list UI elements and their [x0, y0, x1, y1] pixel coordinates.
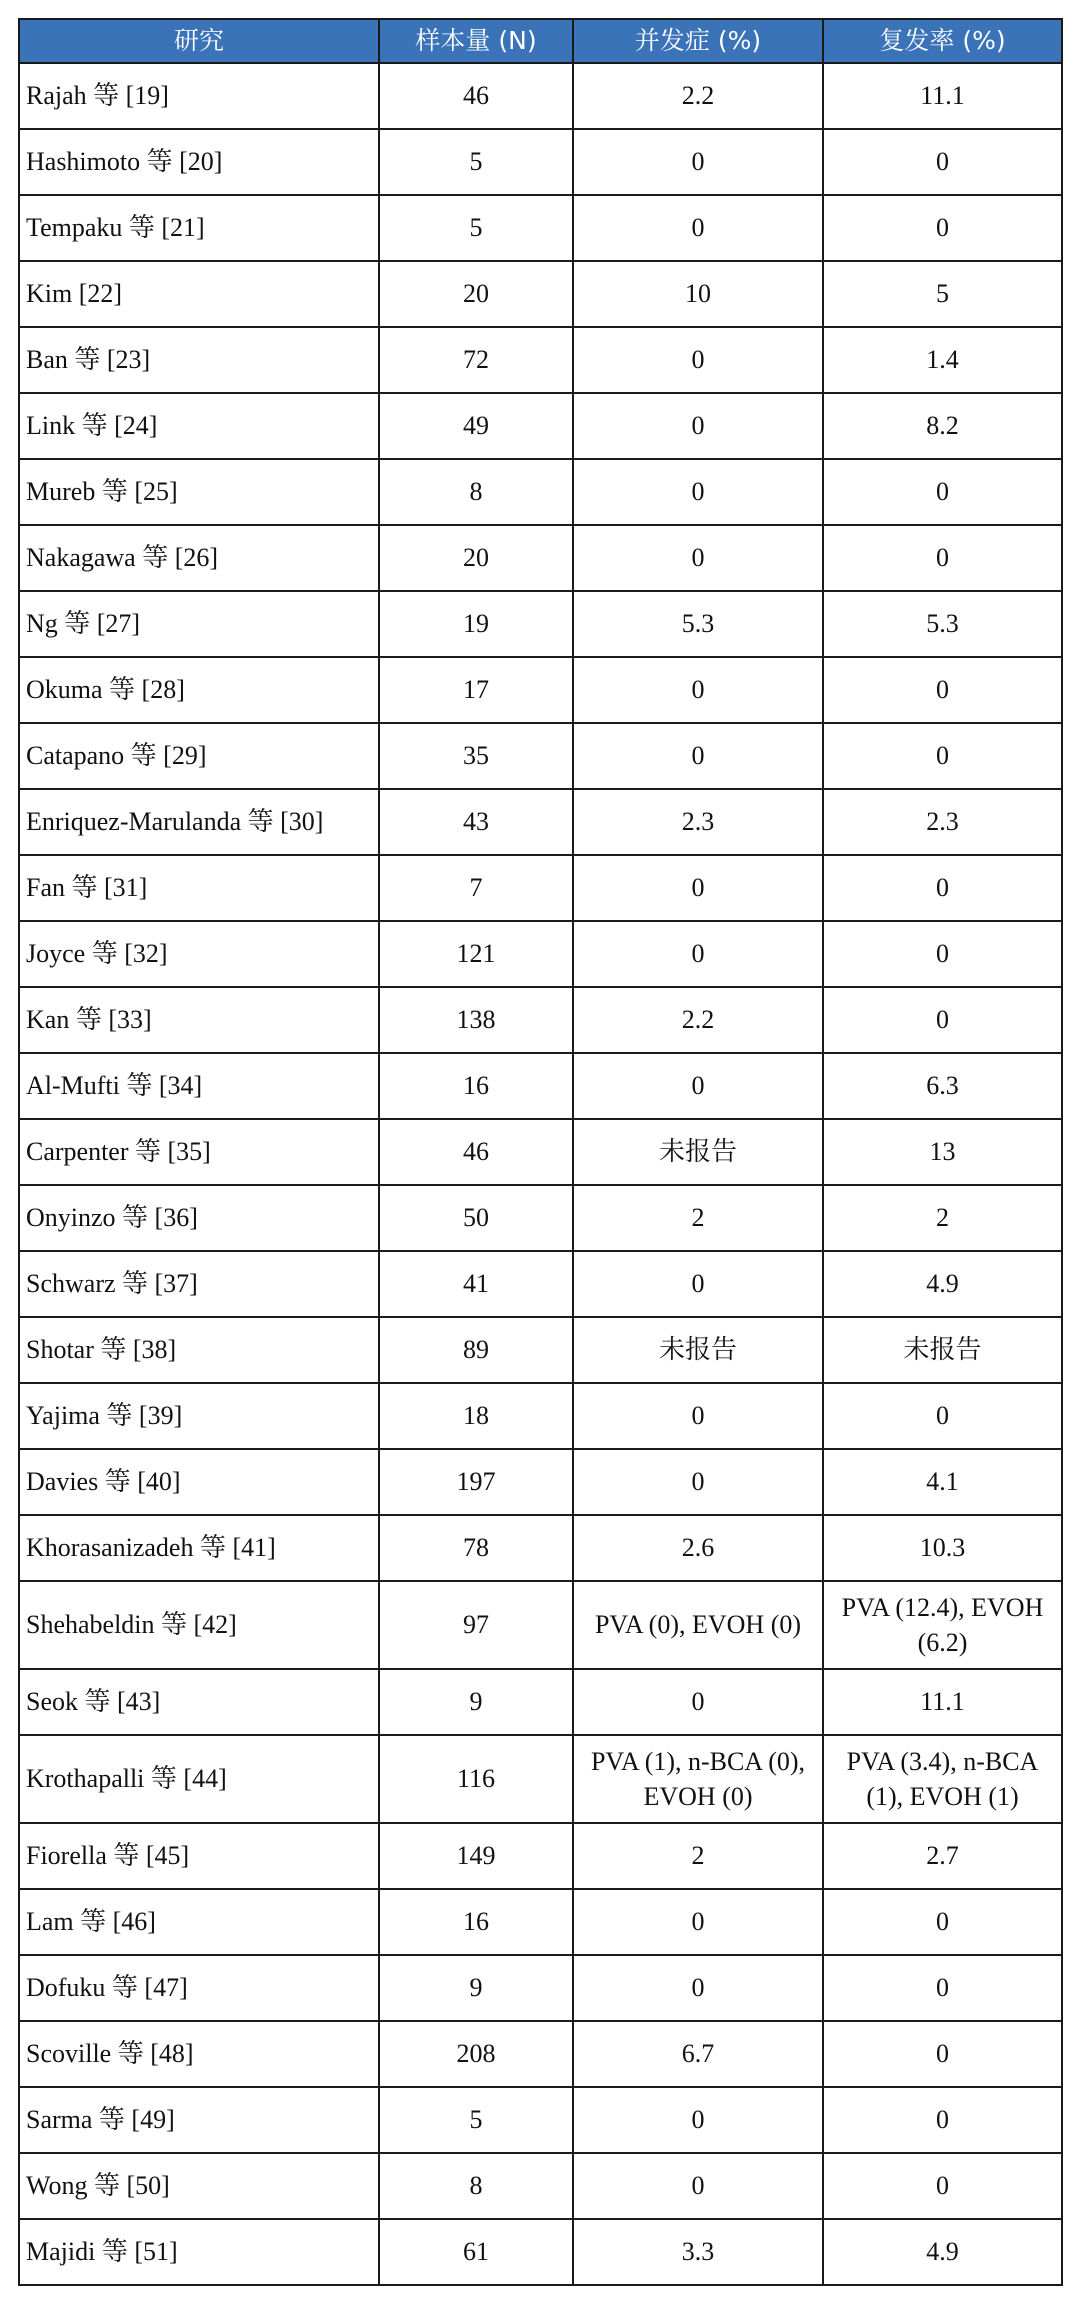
header-recurrence: 复发率 (%): [823, 19, 1062, 63]
table-row: [19, 855, 1062, 921]
table-row: [19, 987, 1062, 1053]
cell-complications: 未报告: [573, 1317, 823, 1383]
cell-recurrence: 0: [823, 129, 1062, 195]
cell-complications: 0: [573, 129, 823, 195]
cell-sample-size: 121: [379, 921, 573, 987]
header-complications: 并发症 (%): [573, 19, 823, 63]
cell-recurrence: 2: [823, 1185, 1062, 1251]
cell-sample-size: 16: [379, 1889, 573, 1955]
cell-complications: 0: [573, 855, 823, 921]
cell-recurrence: 2.7: [823, 1823, 1062, 1889]
cell-study: Dofuku 等 [47]: [19, 1955, 379, 2021]
cell-sample-size: 41: [379, 1251, 573, 1317]
table-row: [19, 1119, 1062, 1185]
cell-complications: 2.3: [573, 789, 823, 855]
cell-recurrence: 0: [823, 2021, 1062, 2087]
cell-complications: 0: [573, 1251, 823, 1317]
cell-complications: 0: [573, 1449, 823, 1515]
table-row: [19, 1515, 1062, 1581]
cell-study: Scoville 等 [48]: [19, 2021, 379, 2087]
cell-recurrence: 5: [823, 261, 1062, 327]
cell-recurrence: 0: [823, 723, 1062, 789]
cell-study: Fan 等 [31]: [19, 855, 379, 921]
cell-recurrence: 0: [823, 1955, 1062, 2021]
cell-sample-size: 5: [379, 195, 573, 261]
cell-study: Krothapalli 等 [44]: [19, 1735, 379, 1823]
cell-recurrence: 0: [823, 195, 1062, 261]
table-body: [19, 63, 1062, 2285]
cell-recurrence: 8.2: [823, 393, 1062, 459]
cell-study: Seok 等 [43]: [19, 1669, 379, 1735]
cell-recurrence: 2.3: [823, 789, 1062, 855]
cell-study: Wong 等 [50]: [19, 2153, 379, 2219]
table-row: [19, 921, 1062, 987]
cell-complications: 0: [573, 195, 823, 261]
cell-study: Majidi 等 [51]: [19, 2219, 379, 2285]
cell-sample-size: 8: [379, 2153, 573, 2219]
table-row: [19, 327, 1062, 393]
cell-sample-size: 61: [379, 2219, 573, 2285]
table-row: [19, 459, 1062, 525]
cell-recurrence: 0: [823, 987, 1062, 1053]
cell-sample-size: 20: [379, 261, 573, 327]
cell-recurrence: 11.1: [823, 63, 1062, 129]
cell-sample-size: 50: [379, 1185, 573, 1251]
cell-study: Link 等 [24]: [19, 393, 379, 459]
cell-sample-size: 208: [379, 2021, 573, 2087]
cell-study: Kan 等 [33]: [19, 987, 379, 1053]
header-study: 研究: [19, 19, 379, 63]
cell-recurrence: 未报告: [823, 1317, 1062, 1383]
cell-sample-size: 7: [379, 855, 573, 921]
cell-complications: 5.3: [573, 591, 823, 657]
cell-study: Sarma 等 [49]: [19, 2087, 379, 2153]
cell-sample-size: 8: [379, 459, 573, 525]
table-row: [19, 1955, 1062, 2021]
table-row: [19, 1581, 1062, 1669]
cell-complications: 0: [573, 327, 823, 393]
table-row: [19, 657, 1062, 723]
cell-sample-size: 89: [379, 1317, 573, 1383]
cell-recurrence: 4.9: [823, 2219, 1062, 2285]
cell-study: Kim [22]: [19, 261, 379, 327]
cell-study: Enriquez-Marulanda 等 [30]: [19, 789, 379, 855]
cell-recurrence: 0: [823, 855, 1062, 921]
cell-study: Yajima 等 [39]: [19, 1383, 379, 1449]
cell-recurrence: 10.3: [823, 1515, 1062, 1581]
cell-study: Joyce 等 [32]: [19, 921, 379, 987]
cell-study: Ban 等 [23]: [19, 327, 379, 393]
table-row: [19, 723, 1062, 789]
cell-study: Okuma 等 [28]: [19, 657, 379, 723]
cell-recurrence: 4.9: [823, 1251, 1062, 1317]
cell-complications: 0: [573, 723, 823, 789]
cell-complications: 0: [573, 2087, 823, 2153]
table-row: [19, 2087, 1062, 2153]
header-sample-size: 样本量 (N): [379, 19, 573, 63]
cell-study: Rajah 等 [19]: [19, 63, 379, 129]
cell-recurrence: 0: [823, 1383, 1062, 1449]
cell-recurrence: 4.1: [823, 1449, 1062, 1515]
cell-complications: 2.6: [573, 1515, 823, 1581]
cell-recurrence: 13: [823, 1119, 1062, 1185]
cell-study: Ng 等 [27]: [19, 591, 379, 657]
cell-study: Onyinzo 等 [36]: [19, 1185, 379, 1251]
cell-sample-size: 197: [379, 1449, 573, 1515]
cell-recurrence: 0: [823, 459, 1062, 525]
cell-study: Al-Mufti 等 [34]: [19, 1053, 379, 1119]
cell-sample-size: 138: [379, 987, 573, 1053]
cell-recurrence: 0: [823, 2153, 1062, 2219]
cell-complications: 2: [573, 1823, 823, 1889]
cell-sample-size: 72: [379, 327, 573, 393]
cell-study: Fiorella 等 [45]: [19, 1823, 379, 1889]
cell-sample-size: 46: [379, 63, 573, 129]
table-row: [19, 129, 1062, 195]
table-row: [19, 1889, 1062, 1955]
table-row: [19, 1669, 1062, 1735]
cell-sample-size: 5: [379, 129, 573, 195]
cell-study: Schwarz 等 [37]: [19, 1251, 379, 1317]
cell-complications: 0: [573, 459, 823, 525]
cell-complications: 0: [573, 1955, 823, 2021]
cell-sample-size: 16: [379, 1053, 573, 1119]
cell-complications: PVA (0), EVOH (0): [573, 1581, 823, 1669]
cell-sample-size: 78: [379, 1515, 573, 1581]
cell-study: Shehabeldin 等 [42]: [19, 1581, 379, 1669]
cell-study: Mureb 等 [25]: [19, 459, 379, 525]
cell-complications: 0: [573, 1383, 823, 1449]
cell-sample-size: 116: [379, 1735, 573, 1823]
cell-complications: 0: [573, 1053, 823, 1119]
cell-recurrence: 0: [823, 1889, 1062, 1955]
table-row: [19, 1383, 1062, 1449]
cell-sample-size: 9: [379, 1669, 573, 1735]
table-row: [19, 1053, 1062, 1119]
table-row: [19, 2153, 1062, 2219]
table-row: [19, 393, 1062, 459]
cell-study: Khorasanizadeh 等 [41]: [19, 1515, 379, 1581]
cell-complications: 10: [573, 261, 823, 327]
cell-complications: 2: [573, 1185, 823, 1251]
cell-study: Catapano 等 [29]: [19, 723, 379, 789]
table-row: [19, 1317, 1062, 1383]
cell-study: Hashimoto 等 [20]: [19, 129, 379, 195]
cell-complications: 2.2: [573, 987, 823, 1053]
cell-complications: 0: [573, 2153, 823, 2219]
table-row: [19, 591, 1062, 657]
table-row: [19, 789, 1062, 855]
cell-recurrence: 6.3: [823, 1053, 1062, 1119]
cell-study: Lam 等 [46]: [19, 1889, 379, 1955]
cell-recurrence: 0: [823, 2087, 1062, 2153]
cell-study: Davies 等 [40]: [19, 1449, 379, 1515]
table-row: [19, 1823, 1062, 1889]
table-row: [19, 2219, 1062, 2285]
cell-complications: 0: [573, 921, 823, 987]
cell-complications: 2.2: [573, 63, 823, 129]
cell-sample-size: 35: [379, 723, 573, 789]
header-row: [19, 19, 1062, 63]
cell-recurrence: 5.3: [823, 591, 1062, 657]
cell-sample-size: 43: [379, 789, 573, 855]
cell-recurrence: 1.4: [823, 327, 1062, 393]
cell-complications: 未报告: [573, 1119, 823, 1185]
cell-sample-size: 46: [379, 1119, 573, 1185]
cell-sample-size: 17: [379, 657, 573, 723]
cell-complications: 0: [573, 1889, 823, 1955]
table-row: [19, 195, 1062, 261]
table-row: [19, 1185, 1062, 1251]
table-row: [19, 2021, 1062, 2087]
table-row: [19, 1251, 1062, 1317]
cell-study: Shotar 等 [38]: [19, 1317, 379, 1383]
table-row: [19, 1735, 1062, 1823]
table-row: [19, 525, 1062, 591]
cell-recurrence: 0: [823, 657, 1062, 723]
cell-sample-size: 149: [379, 1823, 573, 1889]
cell-sample-size: 9: [379, 1955, 573, 2021]
cell-sample-size: 97: [379, 1581, 573, 1669]
cell-sample-size: 49: [379, 393, 573, 459]
cell-sample-size: 18: [379, 1383, 573, 1449]
cell-complications: 0: [573, 393, 823, 459]
cell-sample-size: 19: [379, 591, 573, 657]
cell-sample-size: 5: [379, 2087, 573, 2153]
cell-study: Nakagawa 等 [26]: [19, 525, 379, 591]
table-row: [19, 1449, 1062, 1515]
cell-complications: 6.7: [573, 2021, 823, 2087]
cell-complications: 0: [573, 1669, 823, 1735]
table-row: [19, 261, 1062, 327]
cell-study: Tempaku 等 [21]: [19, 195, 379, 261]
cell-recurrence: PVA (12.4), EVOH (6.2): [823, 1581, 1062, 1669]
cell-recurrence: 0: [823, 525, 1062, 591]
cell-complications: 3.3: [573, 2219, 823, 2285]
cell-complications: 0: [573, 657, 823, 723]
table-row: [19, 63, 1062, 129]
cell-complications: 0: [573, 525, 823, 591]
cell-complications: PVA (1), n-BCA (0), EVOH (0): [573, 1735, 823, 1823]
cell-recurrence: PVA (3.4), n-BCA (1), EVOH (1): [823, 1735, 1062, 1823]
cell-sample-size: 20: [379, 525, 573, 591]
cell-study: Carpenter 等 [35]: [19, 1119, 379, 1185]
results-table: [18, 18, 1063, 2286]
cell-recurrence: 0: [823, 921, 1062, 987]
cell-recurrence: 11.1: [823, 1669, 1062, 1735]
